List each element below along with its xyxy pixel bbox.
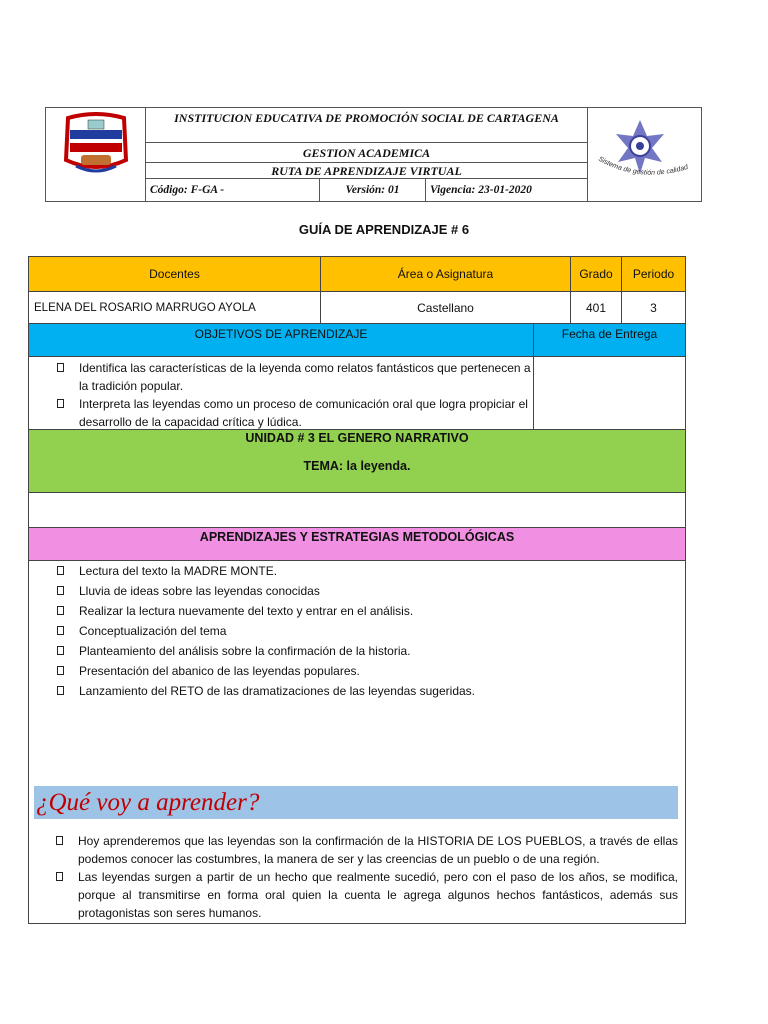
institution-name: INSTITUCION EDUCATIVA DE PROMOCIÓN SOCIAL DE CARTAGENA — [146, 108, 587, 143]
learn-block — [28, 832, 686, 922]
quality-seal — [587, 108, 702, 201]
list-item: Hoy aprenderemos que las leyendas son la confirmación de la HISTORIA DE LOS PUEBLOS, a través de ellas podemos conocer las costumbres, la manera de ser y las creencias de un pueblo o de una región. — [28, 832, 686, 868]
list-item: Lluvia de ideas sobre las leyendas conocidas — [29, 581, 685, 601]
list-item: Lectura del texto la MADRE MONTE. — [29, 561, 685, 581]
delivery-date-cell — [533, 356, 686, 430]
objectives-list — [29, 359, 533, 431]
list-item: Planteamiento del análisis sobre la confirmación de la historia. — [29, 641, 685, 661]
col-header-teachers: Docentes — [28, 256, 321, 292]
document-header — [45, 107, 702, 202]
unit-title: UNIDAD # 3 EL GENERO NARRATIVO — [245, 431, 469, 445]
seal-caption: Sistema de gestión de calidad — [597, 155, 689, 177]
grade-value: 401 — [570, 291, 622, 324]
col-header-grade: Grado — [570, 256, 622, 292]
objectives-cell — [28, 356, 534, 430]
topic-title: TEMA: la leyenda. — [303, 459, 411, 473]
school-shield-icon — [46, 108, 146, 201]
list-item: Conceptualización del tema — [29, 621, 685, 641]
quality-seal-icon — [588, 108, 703, 201]
teacher-name: ELENA DEL ROSARIO MARRUGO AYOLA — [28, 291, 321, 324]
period-value: 3 — [621, 291, 686, 324]
learn-heading: ¿Qué voy a aprender? — [34, 786, 678, 819]
management-area: GESTION ACADEMICA — [146, 143, 587, 163]
document-version: Versión: 01 — [320, 179, 426, 201]
delivery-date-header: Fecha de Entrega — [533, 323, 686, 357]
school-logo — [46, 108, 146, 201]
list-item: Presentación del abanico de las leyendas populares. — [29, 661, 685, 681]
document-meta — [146, 179, 587, 201]
list-item: Identifica las características de la leyenda como relatos fantásticos que pertenecen a la tradición popular. — [29, 359, 533, 395]
col-header-period: Periodo — [621, 256, 686, 292]
list-item: Lanzamiento del RETO de las dramatizaciones de las leyendas sugeridas. — [29, 681, 685, 701]
list-item: Las leyendas surgen a partir de un hecho que realmente sucedió, pero con el paso de los años, se modifica, porque al transmitirse en forma oral quien la cuenta le agrega algunos hechos fantásticos, además sus protagonistas son seres humanos. — [28, 868, 686, 922]
guide-title: GUÍA DE APRENDIZAJE # 6 — [298, 222, 470, 237]
document-validity: Vigencia: 23-01-2020 — [430, 184, 532, 196]
list-item: Interpreta las leyendas como un proceso de comunicación oral que logra propiciar el desarrollo de la capacidad crítica y lúdica. — [29, 395, 533, 431]
list-item: Realizar la lectura nuevamente del texto y entrar en el análisis. — [29, 601, 685, 621]
strategies-list — [29, 561, 685, 701]
document-code: Código: F-GA - — [146, 179, 320, 201]
learn-list — [28, 832, 686, 922]
unit-block — [28, 429, 686, 493]
strategies-header: APRENDIZAJES Y ESTRATEGIAS METODOLÓGICAS — [28, 527, 686, 561]
col-header-subject: Área o Asignatura — [320, 256, 571, 292]
learning-route: RUTA DE APRENDIZAJE VIRTUAL — [146, 163, 587, 179]
empty-row — [28, 492, 686, 528]
subject-name: Castellano — [320, 291, 571, 324]
objectives-header: OBJETIVOS DE APRENDIZAJE — [28, 323, 534, 357]
